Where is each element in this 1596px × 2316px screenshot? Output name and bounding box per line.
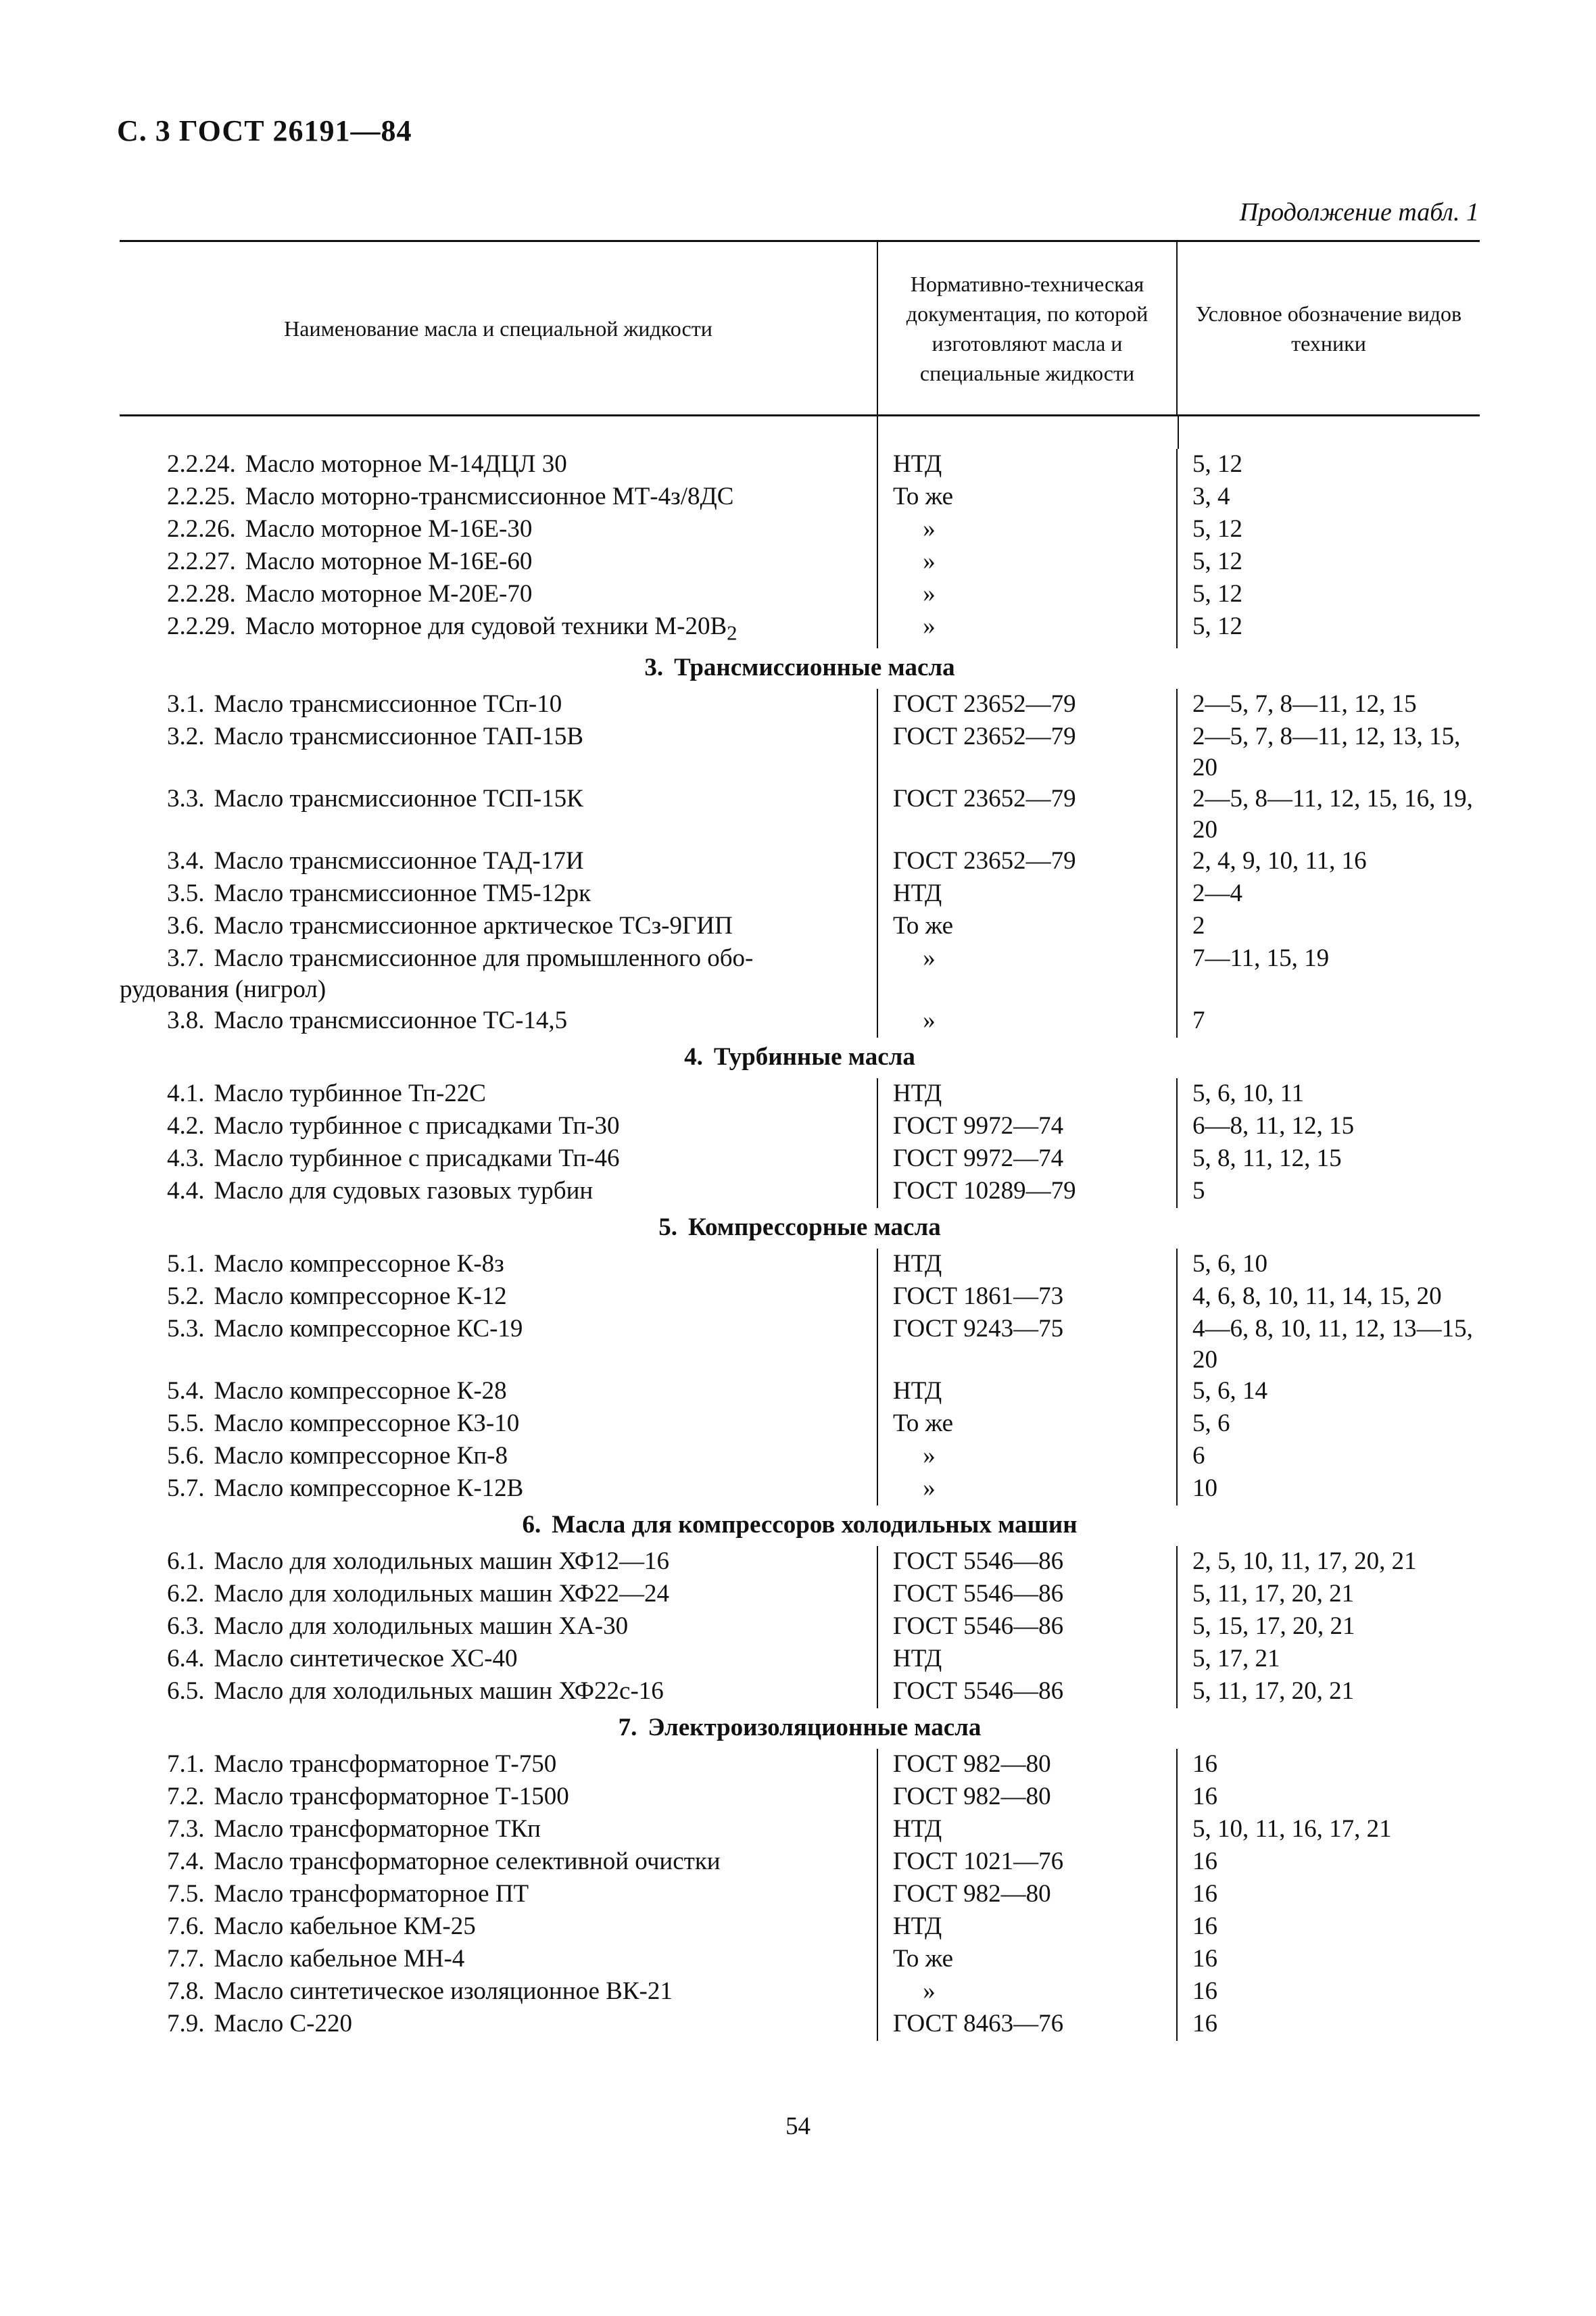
row-equipment-code: 7—11, 15, 19 <box>1176 943 1480 1005</box>
row-documentation: ГОСТ 9243—75 <box>877 1313 1176 1376</box>
row-documentation: То же <box>877 1408 1176 1441</box>
row-name-cell <box>120 1376 877 1408</box>
table-row <box>120 611 1480 648</box>
row-documentation: » <box>923 548 936 575</box>
table-row <box>120 1546 1480 1578</box>
row-name: Масло компрессорное К-28 <box>214 1377 507 1405</box>
row-name-cell <box>120 1078 877 1111</box>
row-number: 4.2. <box>167 1112 205 1140</box>
row-name: Масло кабельное КМ-25 <box>214 1912 476 1941</box>
row-documentation: ГОСТ 23652—79 <box>877 689 1176 721</box>
row-equipment-code: 16 <box>1176 1781 1480 1814</box>
row-number: 7.5. <box>167 1880 205 1908</box>
section-number: 6. <box>522 1511 541 1539</box>
row-equipment-code: 5, 10, 11, 16, 17, 21 <box>1176 1814 1480 1846</box>
row-number: 7.3. <box>167 1815 205 1843</box>
table-row <box>120 1473 1480 1505</box>
row-equipment-code: 5, 6, 10, 11 <box>1176 1078 1480 1111</box>
row-documentation: ГОСТ 5546—86 <box>877 1546 1176 1578</box>
table-row <box>120 846 1480 878</box>
row-equipment-code: 2—5, 7, 8—11, 12, 13, 15, 20 <box>1176 721 1480 783</box>
row-number: 7.8. <box>167 1977 205 2006</box>
row-documentation: НТД <box>877 1376 1176 1408</box>
table-row <box>120 1676 1480 1708</box>
table-row <box>120 481 1480 514</box>
table-row <box>120 2008 1480 2041</box>
row-name: Масло трансмиссионное ТСп-10 <box>214 690 562 719</box>
row-number: 6.3. <box>167 1612 205 1641</box>
section-heading <box>120 1038 1480 1078</box>
row-documentation: » <box>923 1442 936 1470</box>
row-name-cell <box>120 1281 877 1313</box>
row-equipment-code: 16 <box>1176 1846 1480 1879</box>
row-name-continuation: рудования (нигрол) <box>120 975 327 1004</box>
row-name-cell <box>120 449 877 481</box>
row-equipment-code: 5, 8, 11, 12, 15 <box>1176 1143 1480 1176</box>
row-name: Масло для холодильных машин ХА-30 <box>214 1612 629 1641</box>
row-documentation: ГОСТ 5546—86 <box>877 1611 1176 1643</box>
row-documentation-cell <box>877 514 1176 546</box>
table-row <box>120 1749 1480 1781</box>
row-name: Масло трансмиссионное ТСП-15К <box>214 785 583 813</box>
row-equipment-code: 7 <box>1176 1005 1480 1038</box>
row-number: 3.7. <box>167 944 205 973</box>
row-number: 5.7. <box>167 1474 205 1503</box>
row-name-cell <box>120 1814 877 1846</box>
row-documentation: То же <box>877 1944 1176 1976</box>
row-number: 7.7. <box>167 1945 205 1973</box>
row-name-cell <box>120 1408 877 1441</box>
row-equipment-code: 10 <box>1176 1473 1480 1505</box>
row-documentation-cell <box>877 1473 1176 1505</box>
table-row <box>120 1078 1480 1111</box>
row-name-cell <box>120 1473 877 1505</box>
row-name-cell <box>120 1611 877 1643</box>
row-number: 4.3. <box>167 1144 205 1173</box>
row-name: Масло трансформаторное ПТ <box>214 1880 529 1908</box>
row-name-cell <box>120 1749 877 1781</box>
table-row <box>120 1911 1480 1944</box>
row-equipment-code: 2, 5, 10, 11, 17, 20, 21 <box>1176 1546 1480 1578</box>
row-documentation: ГОСТ 1861—73 <box>877 1281 1176 1313</box>
row-documentation-cell <box>877 546 1176 579</box>
row-number: 7.6. <box>167 1912 205 1941</box>
row-equipment-code: 16 <box>1176 1976 1480 2008</box>
row-documentation: ГОСТ 5546—86 <box>877 1676 1176 1708</box>
row-name-cell <box>120 1546 877 1578</box>
row-documentation: » <box>923 580 936 608</box>
row-number: 2.2.24. <box>167 450 236 478</box>
row-number: 2.2.26. <box>167 515 236 543</box>
row-documentation: ГОСТ 8463—76 <box>877 2008 1176 2041</box>
section-heading <box>120 648 1480 689</box>
row-equipment-code: 2—4 <box>1176 878 1480 911</box>
row-equipment-code: 16 <box>1176 1879 1480 1911</box>
row-name-cell <box>120 846 877 878</box>
table-row <box>120 1376 1480 1408</box>
row-equipment-code: 5, 17, 21 <box>1176 1643 1480 1676</box>
row-documentation: То же <box>877 911 1176 943</box>
oil-classification-table <box>120 240 1480 2041</box>
column-header-name: Наименование масла и специальной жидкости <box>284 316 712 341</box>
row-number: 5.4. <box>167 1377 205 1405</box>
page-number: 54 <box>785 2113 811 2140</box>
row-name: Масло для холодильных машин ХФ12—16 <box>214 1547 670 1576</box>
row-number: 7.2. <box>167 1783 205 1811</box>
row-name-cell <box>120 943 877 1005</box>
row-number: 4.1. <box>167 1080 205 1108</box>
row-number: 5.1. <box>167 1250 205 1278</box>
table-row <box>120 1111 1480 1143</box>
table-row <box>120 689 1480 721</box>
row-name-cell <box>120 1944 877 1976</box>
row-name: Масло трансформаторное Т-750 <box>214 1750 557 1779</box>
row-name: Масло моторное М-16Е-30 <box>245 515 533 543</box>
row-name: Масло компрессорное К-12В <box>214 1474 524 1503</box>
row-documentation: НТД <box>877 1911 1176 1944</box>
section-title: Компрессорные масла <box>688 1213 941 1242</box>
row-equipment-code: 16 <box>1176 1911 1480 1944</box>
row-name-subscript: 2 <box>727 621 737 645</box>
row-number: 5.3. <box>167 1315 205 1343</box>
row-name-cell <box>120 911 877 943</box>
row-name-cell <box>120 1879 877 1911</box>
section-heading <box>120 1505 1480 1546</box>
row-name: Масло синтетическое изоляционное ВК-21 <box>214 1977 673 2006</box>
row-name-cell <box>120 721 877 783</box>
row-documentation: » <box>923 1007 936 1035</box>
table-row <box>120 1249 1480 1281</box>
row-name: Масло для холодильных машин ХФ22с-16 <box>214 1677 664 1706</box>
table-row <box>120 1976 1480 2008</box>
row-name-cell <box>120 1976 877 2008</box>
page-header: С. 3 ГОСТ 26191—84 <box>117 114 412 147</box>
row-name-cell <box>120 1176 877 1208</box>
row-name-cell <box>120 546 877 579</box>
row-equipment-code: 5, 12 <box>1176 579 1480 611</box>
table-row <box>120 783 1480 846</box>
row-name: Масло трансмиссионное ТМ5-12рк <box>214 879 591 908</box>
row-documentation-cell <box>877 1441 1176 1473</box>
row-equipment-code: 5, 6, 14 <box>1176 1376 1480 1408</box>
table-row <box>120 1441 1480 1473</box>
section-number: 7. <box>618 1714 637 1742</box>
row-number: 3.6. <box>167 912 205 940</box>
table-row <box>120 449 1480 481</box>
table-row <box>120 1143 1480 1176</box>
table-continuation-label: Продолжение табл. 1 <box>1239 198 1479 226</box>
row-name-cell <box>120 579 877 611</box>
table-row <box>120 1944 1480 1976</box>
row-number: 7.9. <box>167 2010 205 2038</box>
row-documentation-cell <box>877 1005 1176 1038</box>
row-documentation: ГОСТ 9972—74 <box>877 1143 1176 1176</box>
table-header-row <box>120 242 1480 414</box>
row-documentation-cell <box>877 579 1176 611</box>
row-documentation-cell <box>877 611 1176 648</box>
row-documentation: НТД <box>877 1814 1176 1846</box>
row-number: 6.4. <box>167 1645 205 1673</box>
row-name-cell <box>120 611 877 648</box>
row-name: Масло моторное М-20Е-70 <box>245 580 533 608</box>
row-name-cell <box>120 514 877 546</box>
row-name-cell <box>120 1676 877 1708</box>
table-row <box>120 514 1480 546</box>
row-number: 6.2. <box>167 1580 205 1608</box>
row-name: Масло турбинное с присадками Тп-30 <box>214 1112 620 1140</box>
row-name: Масло моторно-трансмиссионное МТ-4з/8ДС <box>245 483 734 510</box>
row-name: Масло для судовых газовых турбин <box>214 1177 594 1205</box>
row-equipment-code: 16 <box>1176 2008 1480 2041</box>
row-equipment-code: 2, 4, 9, 10, 11, 16 <box>1176 846 1480 878</box>
section-number: 3. <box>644 654 664 682</box>
row-documentation: ГОСТ 23652—79 <box>877 721 1176 783</box>
table-row <box>120 1846 1480 1879</box>
section-title: Масла для компрессоров холодильных машин <box>552 1511 1078 1539</box>
row-documentation: НТД <box>877 1078 1176 1111</box>
row-documentation: ГОСТ 5546—86 <box>877 1578 1176 1611</box>
row-number: 5.6. <box>167 1442 205 1470</box>
row-number: 2.2.25. <box>167 483 236 510</box>
row-name-cell <box>120 1143 877 1176</box>
row-documentation: ГОСТ 9972—74 <box>877 1111 1176 1143</box>
row-equipment-code: 5, 6 <box>1176 1408 1480 1441</box>
row-name: Масло кабельное МН-4 <box>214 1945 465 1973</box>
table-row <box>120 1578 1480 1611</box>
table-row <box>120 1781 1480 1814</box>
row-equipment-code: 3, 4 <box>1176 481 1480 514</box>
row-name: Масло С-220 <box>214 2010 352 2038</box>
section-title: Турбинные масла <box>713 1043 915 1071</box>
row-documentation: » <box>923 1977 936 2006</box>
row-documentation: ГОСТ 982—80 <box>877 1879 1176 1911</box>
section-number: 4. <box>684 1043 703 1071</box>
row-documentation: НТД <box>877 449 1176 481</box>
table-row <box>120 1879 1480 1911</box>
table-row <box>120 721 1480 783</box>
row-name-cell <box>120 783 877 846</box>
row-documentation: » <box>923 944 936 973</box>
row-name: Масло турбинное Тп-22С <box>214 1080 486 1108</box>
row-documentation: » <box>923 515 936 543</box>
row-name: Масло трансмиссионное ТАД-17И <box>214 847 584 875</box>
row-number: 6.1. <box>167 1547 205 1576</box>
row-documentation: ГОСТ 23652—79 <box>877 846 1176 878</box>
row-name: Масло трансформаторное ТКп <box>214 1815 541 1843</box>
row-number: 3.2. <box>167 723 205 751</box>
row-number: 7.1. <box>167 1750 205 1779</box>
table-row <box>120 1814 1480 1846</box>
row-name: Масло моторное М-14ДЦЛ 30 <box>245 450 567 478</box>
row-documentation: ГОСТ 982—80 <box>877 1749 1176 1781</box>
row-documentation: » <box>923 1474 936 1503</box>
row-name-cell <box>120 878 877 911</box>
row-equipment-code: 5, 15, 17, 20, 21 <box>1176 1611 1480 1643</box>
row-name: Масло трансформаторное селективной очистки <box>214 1848 721 1876</box>
row-equipment-code: 6—8, 11, 12, 15 <box>1176 1111 1480 1143</box>
row-name: Масло турбинное с присадками Тп-46 <box>214 1144 620 1173</box>
row-equipment-code: 5, 6, 10 <box>1176 1249 1480 1281</box>
table-row <box>120 911 1480 943</box>
row-number: 3.4. <box>167 847 205 875</box>
row-name: Масло компрессорное К-12 <box>214 1282 507 1311</box>
row-equipment-code: 16 <box>1176 1944 1480 1976</box>
row-documentation: НТД <box>877 1643 1176 1676</box>
column-header-documentation: Нормативно-техническая документация, по которой изготовляют масла и специальные жидкости <box>877 242 1176 414</box>
table-row <box>120 1643 1480 1676</box>
row-name-cell <box>120 1781 877 1814</box>
row-number: 6.5. <box>167 1677 205 1706</box>
row-name: Масло компрессорное КС-19 <box>214 1315 523 1343</box>
row-documentation: НТД <box>877 1249 1176 1281</box>
row-number: 7.4. <box>167 1848 205 1876</box>
row-name-cell <box>120 689 877 721</box>
row-equipment-code: 5, 12 <box>1176 514 1480 546</box>
row-equipment-code: 5, 11, 17, 20, 21 <box>1176 1578 1480 1611</box>
row-documentation: То же <box>877 481 1176 514</box>
row-name: Масло трансмиссионное ТАП-15В <box>214 723 584 751</box>
section-title: Трансмиссионные масла <box>674 654 955 682</box>
table-row <box>120 546 1480 579</box>
row-documentation: ГОСТ 1021—76 <box>877 1846 1176 1879</box>
row-name-cell <box>120 1578 877 1611</box>
row-name: Масло трансмиссионное ТС-14,5 <box>214 1007 568 1035</box>
row-number: 4.4. <box>167 1177 205 1205</box>
column-header-equipment-code: Условное обозначение видов техники <box>1176 242 1480 414</box>
row-name-cell <box>120 1911 877 1944</box>
row-equipment-code: 5, 12 <box>1176 611 1480 648</box>
row-documentation: НТД <box>877 878 1176 911</box>
table-row <box>120 579 1480 611</box>
row-equipment-code: 5, 11, 17, 20, 21 <box>1176 1676 1480 1708</box>
row-name: Масло синтетическое ХС-40 <box>214 1645 518 1673</box>
row-documentation: ГОСТ 23652—79 <box>877 783 1176 846</box>
section-title: Электроизоляционные масла <box>648 1714 982 1742</box>
row-name-cell <box>120 2008 877 2041</box>
section-heading <box>120 1208 1480 1249</box>
row-equipment-code: 5, 12 <box>1176 449 1480 481</box>
row-number: 3.3. <box>167 785 205 813</box>
table-row <box>120 1313 1480 1376</box>
row-name: Масло трансмиссионное арктическое ТСз-9ГИП <box>214 912 733 940</box>
table-row <box>120 1176 1480 1208</box>
table-row <box>120 1408 1480 1441</box>
row-name-cell <box>120 1846 877 1879</box>
section-number: 5. <box>658 1213 678 1242</box>
row-number: 2.2.27. <box>167 548 236 575</box>
row-documentation-cell <box>877 943 1176 1005</box>
row-name: Масло моторное для судовой техники М-20В <box>245 612 727 640</box>
table-row <box>120 1611 1480 1643</box>
row-name-cell <box>120 1005 877 1038</box>
row-number: 5.5. <box>167 1409 205 1438</box>
row-equipment-code: 4—6, 8, 10, 11, 12, 13—15, 20 <box>1176 1313 1480 1376</box>
row-equipment-code: 16 <box>1176 1749 1480 1781</box>
row-name-cell <box>120 1441 877 1473</box>
row-equipment-code: 2 <box>1176 911 1480 943</box>
row-name: Масло компрессорное КЗ-10 <box>214 1409 520 1438</box>
section-heading <box>120 1708 1480 1749</box>
row-number: 5.2. <box>167 1282 205 1311</box>
row-name-cell <box>120 481 877 514</box>
row-documentation-cell <box>877 1976 1176 2008</box>
row-documentation: ГОСТ 10289—79 <box>877 1176 1176 1208</box>
table-row <box>120 1281 1480 1313</box>
row-number: 3.8. <box>167 1007 205 1035</box>
row-name: Масло трансмиссионное для промышленного обо- <box>214 944 754 973</box>
row-equipment-code: 6 <box>1176 1441 1480 1473</box>
row-name: Масло компрессорное Кп-8 <box>214 1442 508 1470</box>
row-name-cell <box>120 1643 877 1676</box>
table-row <box>120 1005 1480 1038</box>
row-number: 2.2.28. <box>167 580 236 608</box>
row-name-cell <box>120 1111 877 1143</box>
row-equipment-code: 4, 6, 8, 10, 11, 14, 15, 20 <box>1176 1281 1480 1313</box>
row-equipment-code: 2—5, 7, 8—11, 12, 15 <box>1176 689 1480 721</box>
row-equipment-code: 2—5, 8—11, 12, 15, 16, 19, 20 <box>1176 783 1480 846</box>
row-number: 3.5. <box>167 879 205 908</box>
row-equipment-code: 5 <box>1176 1176 1480 1208</box>
row-name: Масло трансформаторное Т-1500 <box>214 1783 569 1811</box>
row-number: 3.1. <box>167 690 205 719</box>
row-name: Масло для холодильных машин ХФ22—24 <box>214 1580 670 1608</box>
table-row <box>120 943 1480 1005</box>
table-row <box>120 878 1480 911</box>
row-name-cell <box>120 1313 877 1376</box>
row-number: 2.2.29. <box>167 612 236 640</box>
row-name: Масло компрессорное К-8з <box>214 1250 504 1278</box>
row-documentation: ГОСТ 982—80 <box>877 1781 1176 1814</box>
row-name-cell <box>120 1249 877 1281</box>
row-equipment-code: 5, 12 <box>1176 546 1480 579</box>
row-name: Масло моторное М-16Е-60 <box>245 548 533 575</box>
table-body <box>120 449 1480 2041</box>
row-documentation: » <box>923 612 936 640</box>
